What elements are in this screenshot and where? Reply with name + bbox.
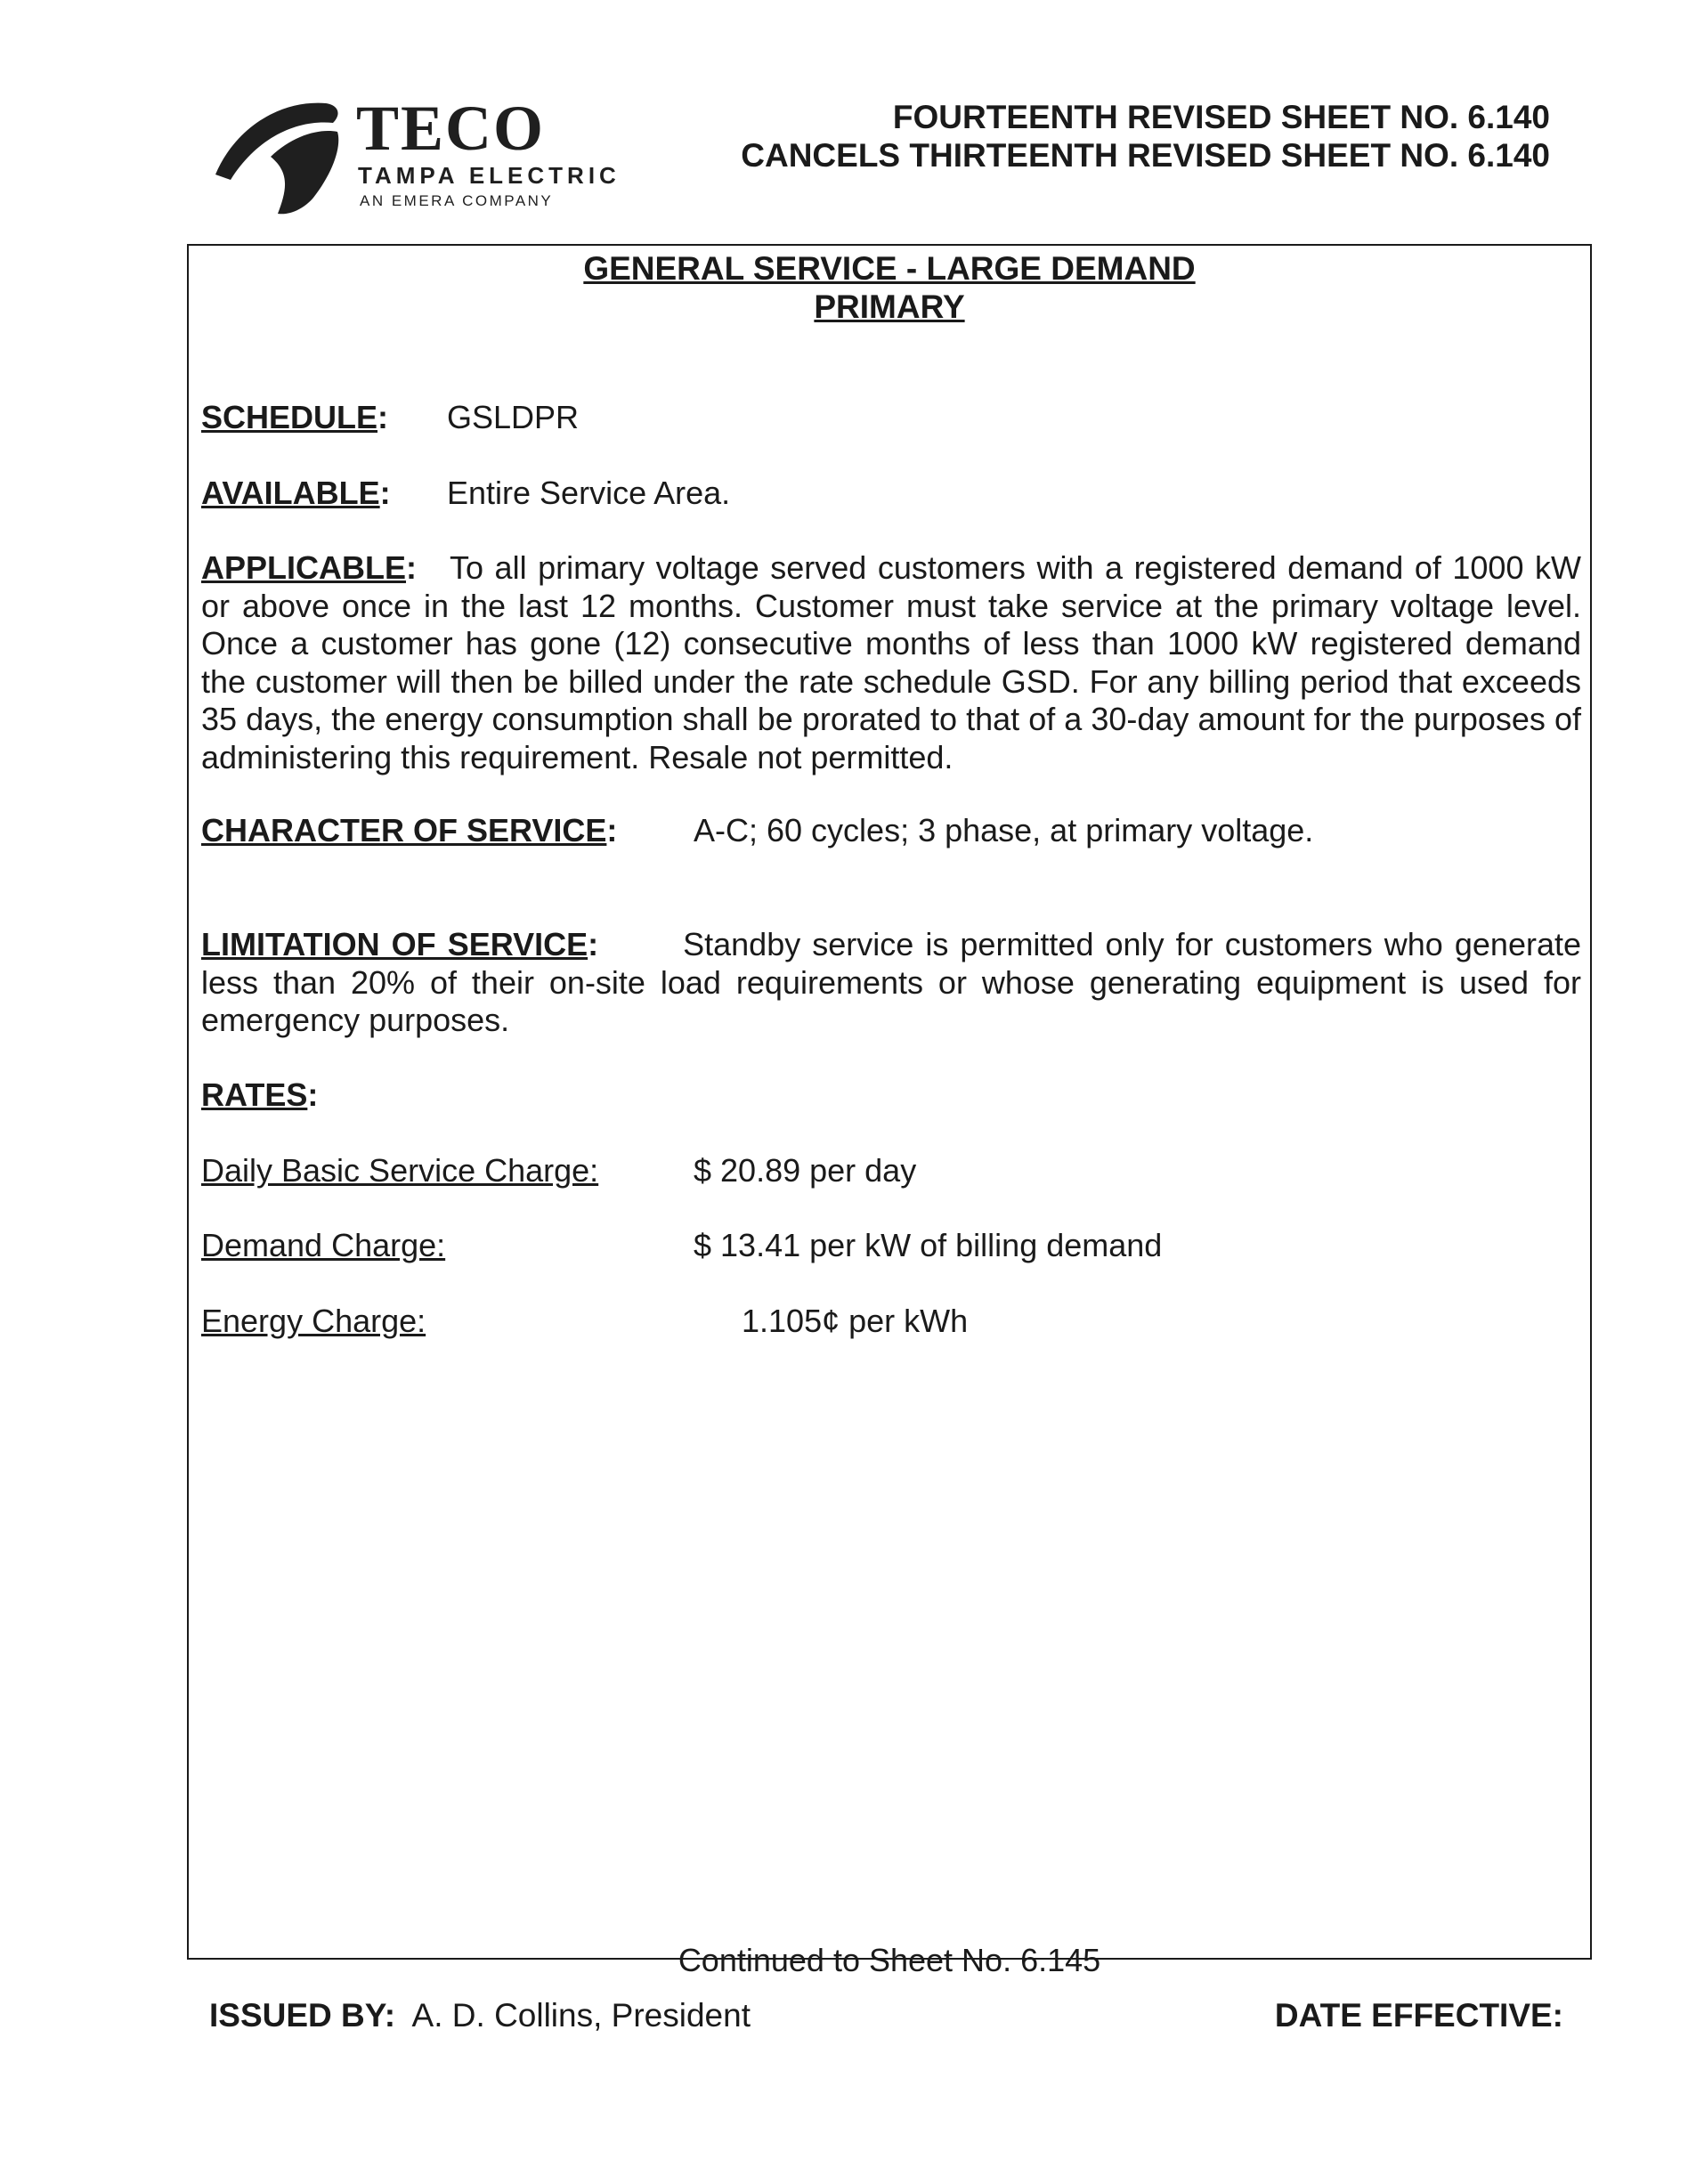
- sheet-revision: FOURTEENTH REVISED SHEET NO. 6.140: [892, 99, 1550, 135]
- rates-heading: RATES:: [201, 1076, 319, 1113]
- sheet-info: [741, 98, 1550, 175]
- rate-row: [201, 1152, 1581, 1191]
- available-label: AVAILABLE: [201, 475, 380, 511]
- schedule-value: GSLDPR: [447, 399, 580, 435]
- schedule-label: SCHEDULE: [201, 399, 378, 435]
- rate-value: $ 13.41 per kW of billing demand: [694, 1227, 1163, 1263]
- tariff-frame: [187, 244, 1592, 1978]
- character-label: CHARACTER OF SERVICE: [201, 812, 607, 848]
- rates-label: RATES: [201, 1076, 308, 1113]
- applicable-paragraph: APPLICABLE: To all primary voltage served customers with a registered demand of 1000 kW or above once in the last 12 months. Customer must take service at the primary voltage level. Once a customer has gone (12) consecutive months of less than 1000 kW registered demand the customer will then be billed under the rate schedule GSD. For any billing period that exceeds 35 days, the energy consumption shall be prorated to that of a 30-day amount for the purposes of administering this requirement. Resale not permitted.: [201, 549, 1581, 775]
- character-row: CHARACTER OF SERVICE: A-C; 60 cycles; 3 phase, at primary voltage.: [201, 812, 1314, 848]
- sheet-cancels: CANCELS THIRTEENTH REVISED SHEET NO. 6.140: [741, 137, 1550, 174]
- rate-value: 1.105¢ per kWh: [742, 1303, 969, 1339]
- continued-note: Continued to Sheet No. 6.145: [678, 1942, 1101, 1978]
- schedule-row: SCHEDULE: GSLDPR: [201, 399, 580, 435]
- applicable-label: APPLICABLE: [201, 549, 407, 586]
- issued-label: ISSUED BY:: [209, 1997, 396, 2034]
- issued-by: [209, 1997, 751, 2034]
- rate-value: $ 20.89 per day: [694, 1152, 917, 1189]
- available-value: Entire Service Area.: [447, 475, 731, 511]
- limitation-label: LIMITATION OF SERVICE: [201, 926, 588, 962]
- logo-name: TECO: [356, 93, 546, 164]
- rate-label: Demand Charge:: [201, 1227, 446, 1263]
- limitation-text: Standby service is permitted only for customers who generate less than 20% of their on-site load requirements or whose generating equipment is used for emergency purposes.: [201, 926, 1582, 1038]
- available-row: AVAILABLE: Entire Service Area.: [201, 475, 731, 511]
- company-logo: [208, 93, 653, 217]
- rate-row: [201, 1303, 1581, 1342]
- character-value: A-C; 60 cycles; 3 phase, at primary voltage.: [694, 812, 1314, 848]
- rate-label: Daily Basic Service Charge:: [201, 1152, 599, 1189]
- date-effective-label: DATE EFFECTIVE:: [1274, 1997, 1563, 2034]
- rate-row: [201, 1227, 1581, 1266]
- tariff-subtitle: PRIMARY: [814, 288, 965, 325]
- logo-subtitle: TAMPA ELECTRIC: [358, 162, 621, 189]
- applicable-text: To all primary voltage served customers with a registered demand of 1000 kW or above once in the last 12 months. Customer must take service at the primary voltage level. Once a customer has gone (12) consecutive months of less than 1000 kW registered demand the customer will then be billed under the rate schedule GSD. For any billing period that exceeds 35 days, the energy consumption shall be prorated to that of a 30-day amount for the purposes of administering this requirement. Resale not permitted.: [201, 549, 1581, 775]
- tariff-title: GENERAL SERVICE - LARGE DEMAND: [583, 250, 1196, 287]
- issued-value: A. D. Collins, President: [411, 1997, 751, 2034]
- teco-swoosh-logo-icon: [208, 93, 342, 217]
- rate-label: Energy Charge:: [201, 1303, 426, 1339]
- logo-tagline: AN EMERA COMPANY: [360, 192, 554, 209]
- limitation-paragraph: LIMITATION OF SERVICE: Standby service is permitted only for customers who generate less than 20% of their on-site load requirements or whose generating equipment is used for emergency purposes.: [201, 926, 1582, 1038]
